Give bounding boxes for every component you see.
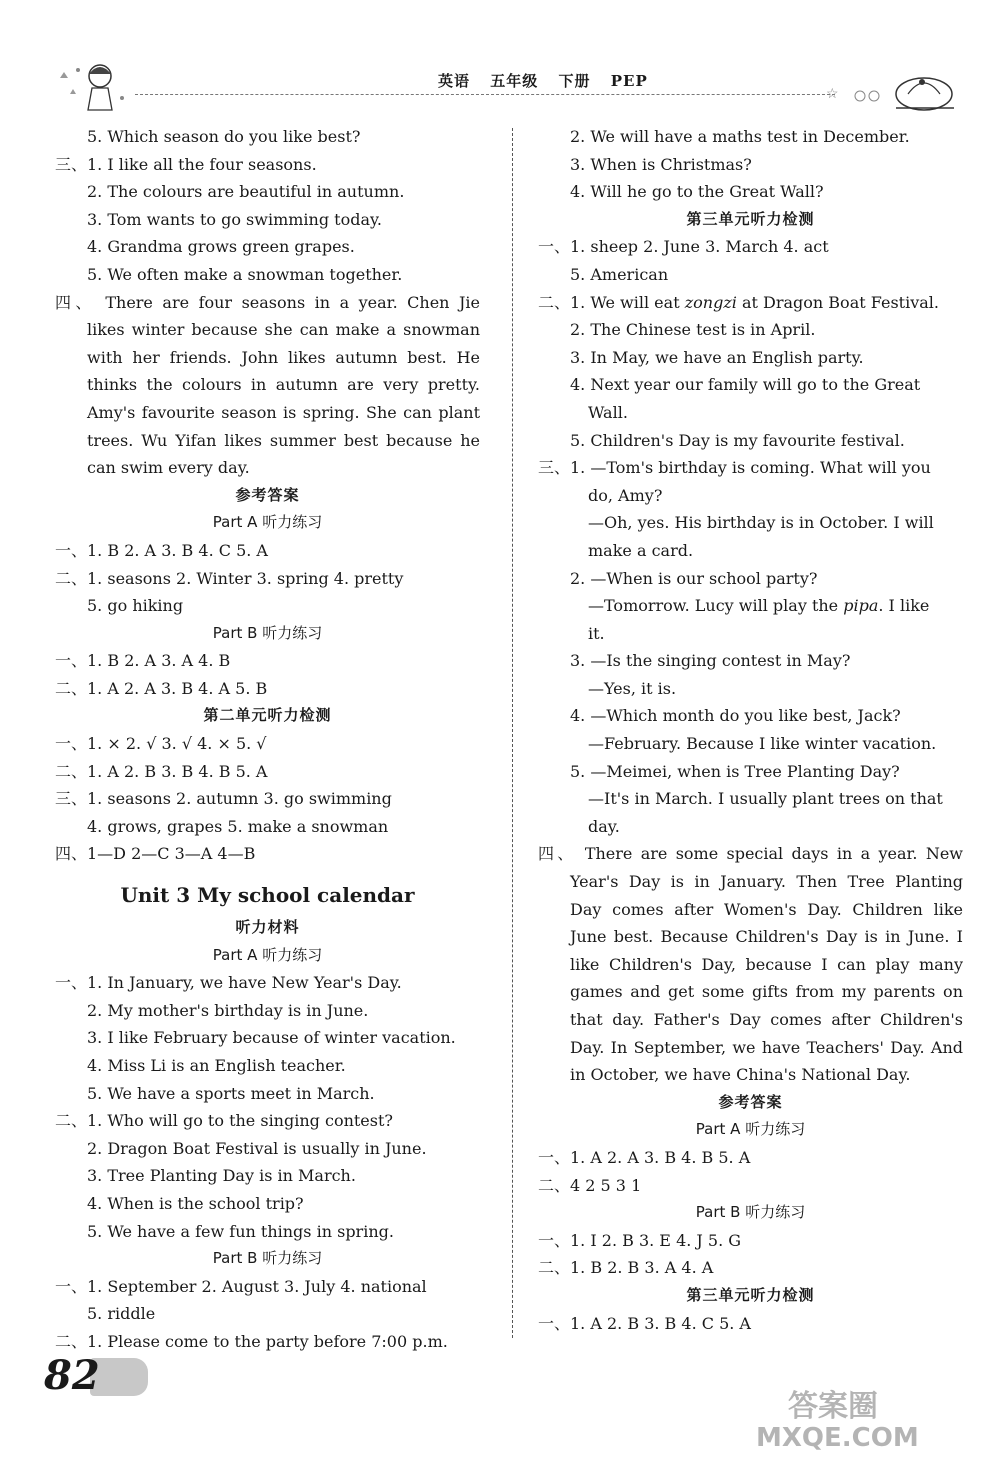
italic-word: pipa xyxy=(843,596,879,616)
text-line: 2. My mother's birthday is in June. xyxy=(87,1000,369,1020)
text-line: 3. When is Christmas? xyxy=(570,154,752,174)
text-line: day. xyxy=(588,816,620,836)
answer-line: 一、1. × 2. √ 3. √ 4. × 5. √ xyxy=(55,734,267,754)
header-title xyxy=(438,70,662,91)
paragraph-line: Amy's favourite season is spring. She can plant xyxy=(87,402,480,422)
svg-text:☆: ☆ xyxy=(826,86,839,102)
text-line: 三、1. —Tom's birthday is coming. What will you xyxy=(538,458,931,478)
text-line: 二、1. Please come to the party before 7:00 p.m. xyxy=(55,1331,448,1351)
paragraph-line: like Children's Day, because I can play many xyxy=(570,954,963,974)
italic-word: zongzi xyxy=(684,292,737,312)
header-grade: 五年级 xyxy=(490,72,539,90)
paragraph-line: 四、 There are four seasons in a year. Chen Jie xyxy=(55,292,480,312)
answer-line: 二、1. B 2. B 3. A 4. A xyxy=(538,1258,714,1278)
text-line: 三、1. I like all the four seasons. xyxy=(55,154,317,174)
text-segment: 二、1. We will eat xyxy=(538,292,685,312)
part-heading: Part B 听力练习 xyxy=(212,1249,323,1268)
text-line: 4. When is the school trip? xyxy=(87,1193,304,1213)
text-line: —Oh, yes. His birthday is in October. I will xyxy=(588,513,934,533)
text-line: 3. In May, we have an English party. xyxy=(570,347,864,367)
answer-line: 二、4 2 5 3 1 xyxy=(538,1175,642,1195)
text-line: 3. Tom wants to go swimming today. xyxy=(87,209,383,229)
part-heading: Part B 听力练习 xyxy=(212,623,323,642)
text-line: 2. Dragon Boat Festival is usually in June. xyxy=(87,1138,427,1158)
text-line: 4. Will he go to the Great Wall? xyxy=(570,182,824,202)
answer-line: 一、1. I 2. B 3. E 4. J 5. G xyxy=(538,1230,742,1250)
section-title: 第三单元听力检测 xyxy=(686,209,815,228)
paragraph-line: games and get some gifts from my parents on xyxy=(570,982,963,1002)
text-line: 5. riddle xyxy=(87,1304,156,1324)
paragraph-line: in October, we have China's National Day. xyxy=(570,1065,911,1085)
header-volume: 下册 xyxy=(558,72,591,90)
part-heading: Part B 听力练习 xyxy=(695,1203,806,1222)
column-divider xyxy=(512,128,513,1338)
answer-line: 一、1. A 2. B 3. B 4. C 5. A xyxy=(538,1313,751,1333)
text-segment: —Tomorrow. Lucy will play the xyxy=(588,596,844,616)
paragraph-line: likes winter because she can make a snowman xyxy=(87,320,480,340)
header-divider xyxy=(135,94,835,95)
text-line: 2. The Chinese test is in April. xyxy=(570,320,816,340)
paragraph-line: Year's Day is in January. Then Tree Planting xyxy=(570,872,963,892)
text-line: it. xyxy=(588,623,605,643)
text-line: 4. Next year our family will go to the Great xyxy=(570,375,921,395)
text-segment: at Dragon Boat Festival. xyxy=(736,292,939,312)
paragraph-line: 四、 There are some special days in a year. New xyxy=(538,844,963,864)
header-subject: 英语 xyxy=(438,72,471,90)
paragraph-line: that day. Father's Day comes after Children's xyxy=(570,1010,963,1029)
section-title: 第三单元听力检测 xyxy=(686,1285,815,1304)
text-line: make a card. xyxy=(588,540,694,560)
section-title: 第二单元听力检测 xyxy=(203,706,332,725)
unit-title: Unit 3 My school calendar xyxy=(120,883,415,908)
paragraph-line: thinks the colours in autumn are very pretty. xyxy=(87,375,480,395)
left-column xyxy=(55,123,480,1356)
section-title: 听力材料 xyxy=(235,918,300,937)
text-line: do, Amy? xyxy=(588,485,663,505)
answer-line: 三、1. seasons 2. autumn 3. go swimming xyxy=(55,789,392,809)
part-heading: Part A 听力练习 xyxy=(212,513,323,532)
text-line: 5. Which season do you like best? xyxy=(87,127,361,146)
girl-illustration-icon xyxy=(48,58,134,114)
text-line: 4. Grandma grows green grapes. xyxy=(87,237,355,257)
text-line: 5. We often make a snowman together. xyxy=(87,264,403,284)
text-line: 5. Children's Day is my favourite festival. xyxy=(570,430,905,450)
page-header xyxy=(40,58,960,116)
answer-line: 4. grows, grapes 5. make a snowman xyxy=(87,816,389,836)
text-line: 4. —Which month do you like best, Jack? xyxy=(570,706,901,726)
text-line: —Yes, it is. xyxy=(588,678,677,698)
text-line: Wall. xyxy=(588,402,628,422)
watermark-bottom-text: MXQE.COM xyxy=(756,1423,919,1452)
answer-line: 二、1. A 2. B 3. B 4. B 5. A xyxy=(55,761,268,781)
text-line: 二、1. Who will go to the singing contest? xyxy=(55,1111,393,1131)
text-line: 一、1. September 2. August 3. July 4. national xyxy=(55,1276,427,1296)
paragraph-line: Day. In September, we have Teachers' Day. And xyxy=(570,1037,963,1057)
page-number: 82 xyxy=(44,1352,100,1399)
text-line: 4. Miss Li is an English teacher. xyxy=(87,1056,346,1075)
answer-line: 一、1. A 2. A 3. B 4. B 5. A xyxy=(538,1147,751,1167)
paragraph-line: trees. Wu Yifan likes summer best because he xyxy=(87,430,480,450)
section-title: 参考答案 xyxy=(235,485,300,504)
watermark-top-text: 答案圈 xyxy=(788,1389,878,1424)
paragraph-line: June best. Because Children's Day is in June. I xyxy=(570,927,963,947)
text-line: 5. We have a sports meet in March. xyxy=(87,1083,375,1103)
text-line: —February. Because I like winter vacation. xyxy=(588,734,937,754)
text-line: 3. —Is the singing contest in May? xyxy=(570,651,851,671)
answer-line: 二、1. A 2. A 3. B 4. A 5. B xyxy=(55,678,268,698)
answer-line: 二、1. seasons 2. Winter 3. spring 4. pretty xyxy=(55,568,404,588)
paragraph-line: can swim every day. xyxy=(87,458,250,478)
text-line: 5. We have a few fun things in spring. xyxy=(87,1221,394,1241)
header-edition: PEP xyxy=(610,72,648,90)
answer-line: 5. go hiking xyxy=(87,596,184,616)
part-heading: Part A 听力练习 xyxy=(212,945,323,964)
text-segment: . I like xyxy=(878,596,930,616)
answer-line: 一、1. B 2. A 3. B 4. C 5. A xyxy=(55,540,268,560)
answer-line: 四、1—D 2—C 3—A 4—B xyxy=(55,844,256,864)
text-line: 2. —When is our school party? xyxy=(570,568,818,588)
text-line: 一、1. In January, we have New Year's Day. xyxy=(55,973,402,993)
text-line: 2. The colours are beautiful in autumn. xyxy=(87,182,405,202)
text-line xyxy=(538,592,963,620)
text-line: 5. American xyxy=(570,264,669,284)
answer-line: 一、1. B 2. A 3. A 4. B xyxy=(55,651,231,671)
text-line: 一、1. sheep 2. June 3. March 4. act xyxy=(538,237,829,257)
text-line: 5. —Meimei, when is Tree Planting Day? xyxy=(570,761,900,781)
watermark-logo xyxy=(748,1382,978,1452)
paragraph-line: Day comes after Women's Day. Children like xyxy=(570,899,963,919)
part-heading: Part A 听力练习 xyxy=(695,1120,806,1139)
snail-illustration-icon xyxy=(818,58,958,114)
text-line: —It's in March. I usually plant trees on that xyxy=(588,789,943,809)
right-column xyxy=(538,123,963,1337)
text-line: 2. We will have a maths test in December. xyxy=(570,127,910,146)
section-title: 参考答案 xyxy=(718,1092,783,1111)
text-line: 3. Tree Planting Day is in March. xyxy=(87,1166,356,1186)
text-line xyxy=(538,289,963,317)
paragraph-line: with her friends. John likes autumn best. He xyxy=(87,347,480,367)
text-line: 3. I like February because of winter vacation. xyxy=(87,1028,456,1048)
